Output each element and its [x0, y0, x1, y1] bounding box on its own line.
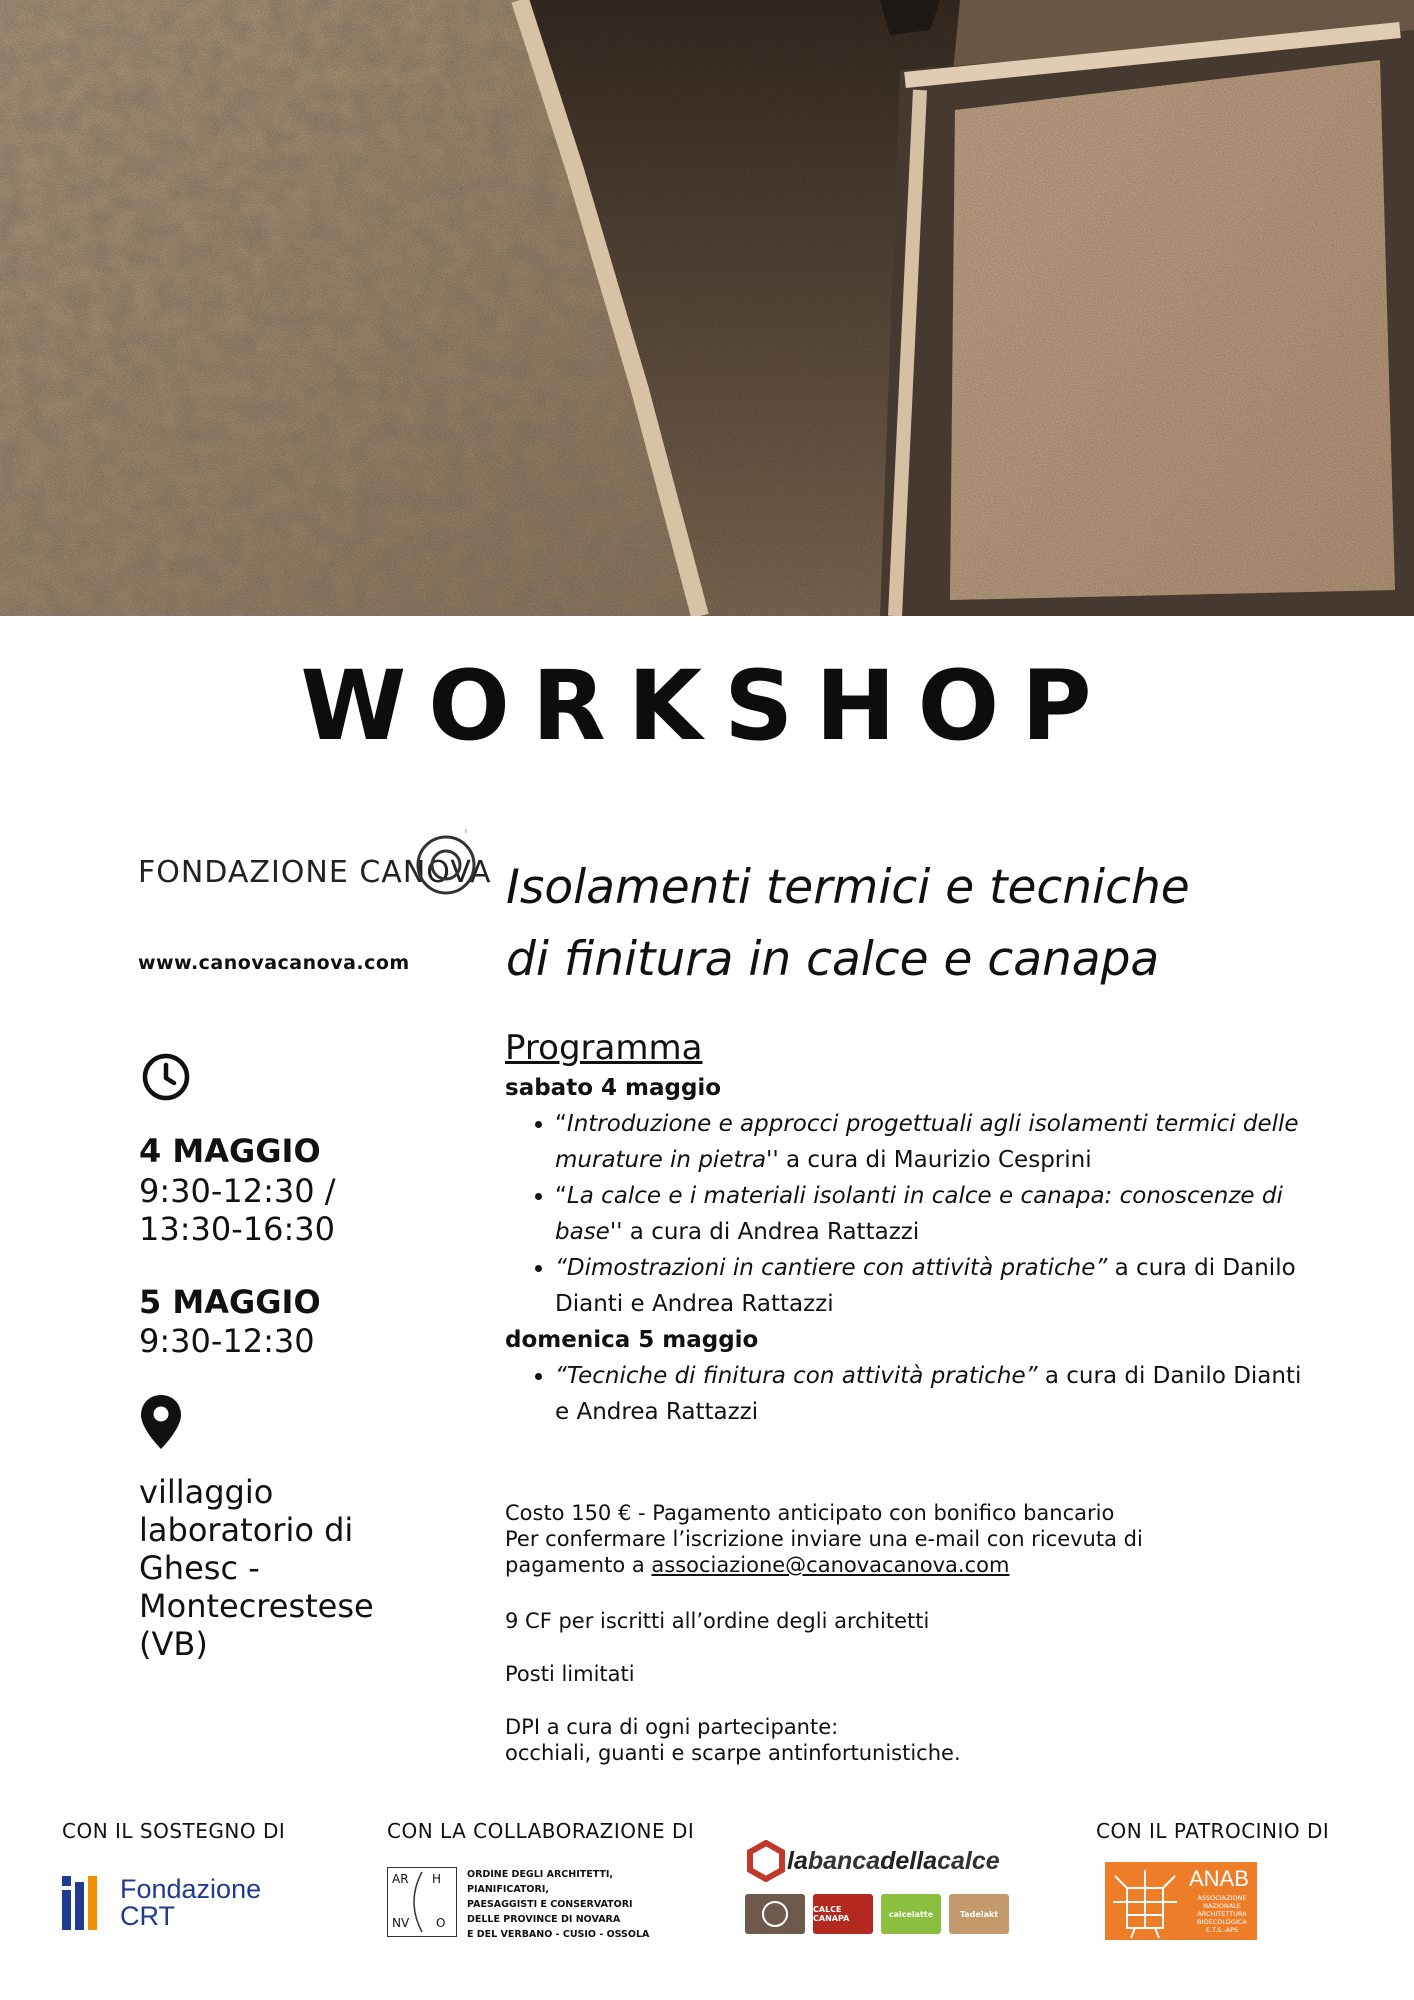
program-item-title: Introduzione e approcci progettuali agli isolamenti termici delle murature in pietra	[555, 1111, 1299, 1173]
confirm-prefix: pagamento a	[505, 1553, 652, 1577]
venue-line-3: Ghesc -	[139, 1549, 260, 1587]
program-day1: sabato 4 maggio	[505, 1075, 722, 1101]
venue-line-5: (VB)	[139, 1625, 208, 1663]
crt-line-2: CRT	[120, 1901, 176, 1931]
program-item-speaker: '' a cura di Andrea Rattazzi	[609, 1219, 920, 1245]
venue-line-1: villaggio	[139, 1473, 274, 1511]
anab-logo	[1105, 1862, 1257, 1940]
seats-text: Posti limitati	[505, 1662, 635, 1686]
confirm-text-2	[505, 1552, 1305, 1578]
confirm-text-1: Per confermare l’iscrizione inviare una e-mail con ricevuta di	[505, 1527, 1143, 1551]
program-item	[555, 1358, 1305, 1430]
banca-hexagon-icon	[745, 1840, 787, 1882]
architetti-mark	[387, 1867, 457, 1937]
crt-bars-icon	[62, 1876, 108, 1930]
program-section	[505, 1026, 1305, 1430]
quote-mark: “	[555, 1183, 567, 1209]
day1-label: 4 MAGGIO	[139, 1132, 321, 1170]
org-line: DELLE PROVINCE DI NOVARA	[467, 1914, 621, 1925]
location-pin-icon	[139, 1393, 183, 1451]
subtitle-line-1: Isolamenti termici e tecniche	[506, 860, 1190, 915]
program-day2-list	[505, 1358, 1305, 1430]
subtitle-line-2: di finitura in calce e canapa	[506, 932, 1160, 987]
support-heading: CON IL SOSTEGNO DI	[62, 1819, 286, 1843]
banca-part: la	[787, 1846, 808, 1875]
header-photo	[0, 0, 1414, 616]
dpi-info	[505, 1714, 1305, 1766]
venue-line-2: laboratorio di	[139, 1511, 354, 1549]
calce-canapa-logo: CALCE CANAPA	[813, 1894, 873, 1934]
program-item-speaker: a cura di Danilo Dianti e Andrea Rattazzi	[555, 1363, 1302, 1425]
venue-line-4: Montecrestese	[139, 1587, 374, 1625]
tadelakt-logo: Tadelakt	[949, 1894, 1009, 1934]
program-day2: domenica 5 maggio	[505, 1327, 759, 1353]
org-line: E DEL VERBANO - CUSIO - OSSOLA	[467, 1929, 650, 1940]
website-link[interactable]: www.canovacanova.com	[138, 952, 410, 974]
program-day1-list	[505, 1106, 1305, 1322]
banca-wordmark	[787, 1847, 1000, 1876]
program-heading: Programma	[505, 1028, 703, 1068]
program-item-title: La calce e i materiali isolanti in calce e canapa: conoscenze di base	[555, 1183, 1283, 1245]
ordine-architetti-logo	[387, 1867, 667, 1942]
banca-part: banca	[807, 1846, 881, 1875]
program-item-speaker: '' a cura di Maurizio Cesprini	[766, 1147, 1092, 1173]
workshop-subtitle	[506, 852, 1190, 996]
canova-logo	[138, 855, 491, 890]
crt-line-1: Fondazione	[120, 1874, 262, 1904]
dpi-text-1: DPI a cura di ogni partecipante:	[505, 1715, 839, 1739]
fondazione-crt-logo	[62, 1876, 261, 1930]
banca-product-logos	[745, 1894, 1009, 1934]
collaboration-heading: CON LA COLLABORAZIONE DI	[387, 1819, 695, 1843]
canova-circle-icon	[410, 829, 482, 901]
mark-nv: NV	[392, 1916, 410, 1930]
program-item-title: “Tecniche di finitura con attività pratiche”	[555, 1363, 1038, 1389]
program-item-title: “Dimostrazioni in cantiere con attività pratiche”	[555, 1255, 1108, 1281]
day2-label: 5 MAGGIO	[139, 1283, 321, 1321]
product-badge-icon	[745, 1894, 805, 1934]
banca-della-calce-logo	[745, 1840, 1009, 1934]
page-title: WORKSHOP	[300, 650, 1114, 762]
quote-mark: “	[555, 1111, 567, 1137]
day1-time	[139, 1172, 336, 1248]
architetti-arc-icon	[388, 1868, 456, 1936]
patronage-heading: CON IL PATROCINIO DI	[1096, 1819, 1330, 1843]
program-item	[555, 1106, 1305, 1178]
brand-name: FONDAZIONE CANOVA	[138, 855, 492, 890]
day2-time: 9:30-12:30	[139, 1322, 315, 1360]
credits-text: 9 CF per iscritti all’ordine degli architetti	[505, 1609, 930, 1633]
program-item-speaker: a cura di Danilo Dianti e Andrea Rattazzi	[555, 1255, 1296, 1317]
day1-time-morning: 9:30-12:30 /	[139, 1172, 336, 1210]
venue-address	[139, 1473, 399, 1663]
anab-title: ANAB	[1189, 1866, 1249, 1891]
calcelatte-logo: calcelatte	[881, 1894, 941, 1934]
anab-subtitle: ASSOCIAZIONE NAZIONALE ARCHITETTURA BIOECOLOGICA E.T.S.-APS	[1197, 1894, 1247, 1934]
clock-icon	[141, 1052, 191, 1102]
cost-text: Costo 150 € - Pagamento anticipato con bonifico bancario	[505, 1501, 1115, 1525]
day1-time-afternoon: 13:30-16:30	[139, 1210, 335, 1248]
anab-figure-icon	[1105, 1862, 1185, 1940]
email-link[interactable]: associazione@canovacanova.com	[651, 1553, 1010, 1577]
architetti-org-name	[467, 1867, 667, 1942]
mark-h: H	[432, 1872, 442, 1886]
org-line: PAESAGGISTI E CONSERVATORI	[467, 1899, 633, 1910]
banca-part: calce	[937, 1846, 1000, 1875]
program-item	[555, 1250, 1305, 1322]
dpi-text-2: occhiali, guanti e scarpe antinfortunistiche.	[505, 1741, 961, 1765]
banca-part: della	[880, 1846, 938, 1875]
org-line: ORDINE DEGLI ARCHITETTI, PIANIFICATORI,	[467, 1869, 614, 1895]
cost-info	[505, 1500, 1305, 1578]
mark-o: O	[436, 1916, 446, 1930]
mark-ar: AR	[392, 1872, 409, 1886]
program-item	[555, 1178, 1305, 1250]
